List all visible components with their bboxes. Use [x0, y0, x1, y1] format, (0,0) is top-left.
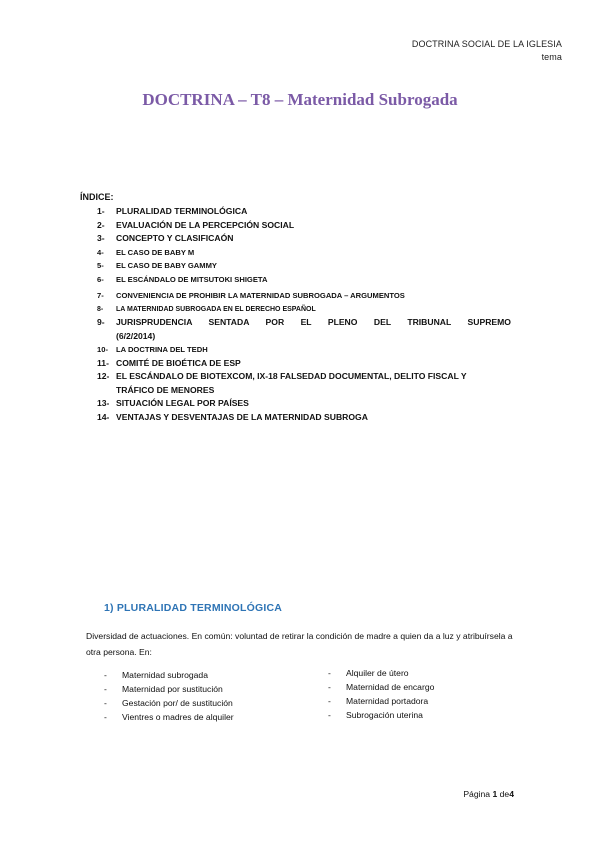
document-title: DOCTRINA – T8 – Maternidad Subrogada [142, 90, 458, 109]
term-text: Maternidad subrogada [122, 670, 208, 680]
toc-text: LA DOCTRINA DEL TEDH [116, 345, 208, 354]
toc-text: EL ESCÁNDALO DE BIOTEXCOM, IX-18 FALSEDAD DOCUMENTAL, DELITO FISCAL Y [116, 371, 467, 381]
toc-item [97, 370, 511, 397]
header-course: DOCTRINA SOCIAL DE LA IGLESIA [411, 39, 562, 49]
toc-number: 6- [97, 274, 104, 284]
page-total: 4 [509, 789, 514, 799]
toc-item [97, 259, 511, 273]
toc-text: PLURALIDAD TERMINOLÓGICA [116, 206, 248, 216]
toc-item [97, 316, 511, 343]
toc-number: 13- [97, 398, 110, 408]
toc-number: 1- [97, 206, 105, 216]
dash-bullet: - [328, 710, 331, 720]
toc-number: 7- [97, 291, 104, 300]
toc-number: 3- [97, 233, 105, 243]
page-label: Página [463, 789, 491, 799]
toc-text: COMITÉ DE BIOÉTICA DE ESP [116, 357, 241, 368]
toc-item [97, 397, 511, 411]
page-footer [463, 789, 514, 799]
toc-item [97, 232, 511, 246]
list-item [104, 696, 234, 710]
list-item [328, 680, 434, 694]
toc-text: SITUACIÓN LEGAL POR PAÍSES [116, 398, 249, 408]
list-item [104, 710, 234, 724]
toc-text: EL ESCÁNDALO DE MITSUTOKI SHIGETA [116, 274, 268, 284]
toc-text-continuation: TRÁFICO DE MENORES [116, 384, 215, 395]
toc-number: 5- [97, 261, 104, 270]
section-heading: 1) PLURALIDAD TERMINOLÓGICA [104, 602, 283, 614]
toc-text: VENTAJAS Y DESVENTAJAS DE LA MATERNIDAD SUBROGA [116, 411, 368, 422]
of-label: de [499, 789, 510, 799]
toc-number: 2- [97, 219, 105, 230]
toc-text-continuation: (6/2/2014) [116, 330, 156, 341]
dash-bullet: - [104, 712, 107, 722]
toc-text: EL CASO DE BABY GAMMY [116, 261, 217, 270]
toc-item [97, 303, 511, 317]
dash-bullet: - [104, 698, 107, 708]
term-text: Maternidad portadora [346, 696, 429, 706]
page-number: 1 [492, 789, 498, 799]
toc-item [97, 357, 511, 371]
term-text: Maternidad de encargo [346, 682, 435, 692]
list-item [104, 668, 234, 682]
toc-text: CONVENIENCIA DE PROHIBIR LA MATERNIDAD SUBROGADA – ARGUMENTOS [116, 291, 405, 300]
term-text: Subrogación uterina [346, 710, 423, 720]
term-text: Alquiler de útero [346, 668, 409, 678]
header-topic: tema [541, 52, 562, 62]
toc-number: 10- [97, 345, 108, 354]
term-text: Vientres o madres de alquiler [122, 712, 234, 722]
toc-number: 11- [97, 357, 109, 368]
dash-bullet: - [104, 670, 107, 680]
toc-number: 14- [97, 411, 110, 422]
list-item [328, 666, 434, 680]
toc-item [97, 343, 511, 357]
page-header [412, 38, 562, 64]
terms-list-left [104, 668, 234, 724]
toc-item [97, 246, 511, 260]
toc-text: EVALUACIÓN DE LA PERCEPCIÓN SOCIAL [116, 219, 295, 230]
toc-text: CONCEPTO Y CLASIFICAÓN [116, 233, 234, 243]
toc-number: 9- [97, 317, 105, 327]
toc-text: EL CASO DE BABY M [116, 247, 195, 257]
list-item [328, 694, 434, 708]
toc-text: LA MATERNIDAD SUBROGADA EN EL DERECHO ESPAÑOL [116, 305, 316, 313]
terms-list-right [328, 666, 434, 722]
index-label: ÍNDICE: [80, 192, 114, 202]
list-item [328, 708, 434, 722]
list-item [104, 682, 234, 696]
toc-number: 4- [97, 247, 104, 257]
dash-bullet: - [328, 696, 331, 706]
section-paragraph: Diversidad de actuaciones. En común: voluntad de retirar la condición de madre a quien da a luz y atribuírsela a otra persona. En: [86, 631, 513, 657]
dash-bullet: - [328, 682, 331, 692]
toc-number: 8- [97, 305, 104, 313]
toc-item [97, 205, 511, 219]
toc-item [97, 219, 511, 233]
term-text: Maternidad por sustitución [122, 684, 223, 694]
term-text: Gestación por/ de sustitución [122, 698, 233, 708]
toc-number: 12- [97, 371, 110, 381]
toc-text: JURISPRUDENCIA SENTADA POR EL PLENO DEL TRIBUNAL SUPREMO [116, 317, 511, 327]
dash-bullet: - [328, 668, 331, 678]
table-of-contents [97, 205, 511, 424]
toc-item [97, 411, 511, 425]
toc-item [97, 289, 511, 303]
dash-bullet: - [104, 684, 107, 694]
toc-item [97, 273, 511, 287]
